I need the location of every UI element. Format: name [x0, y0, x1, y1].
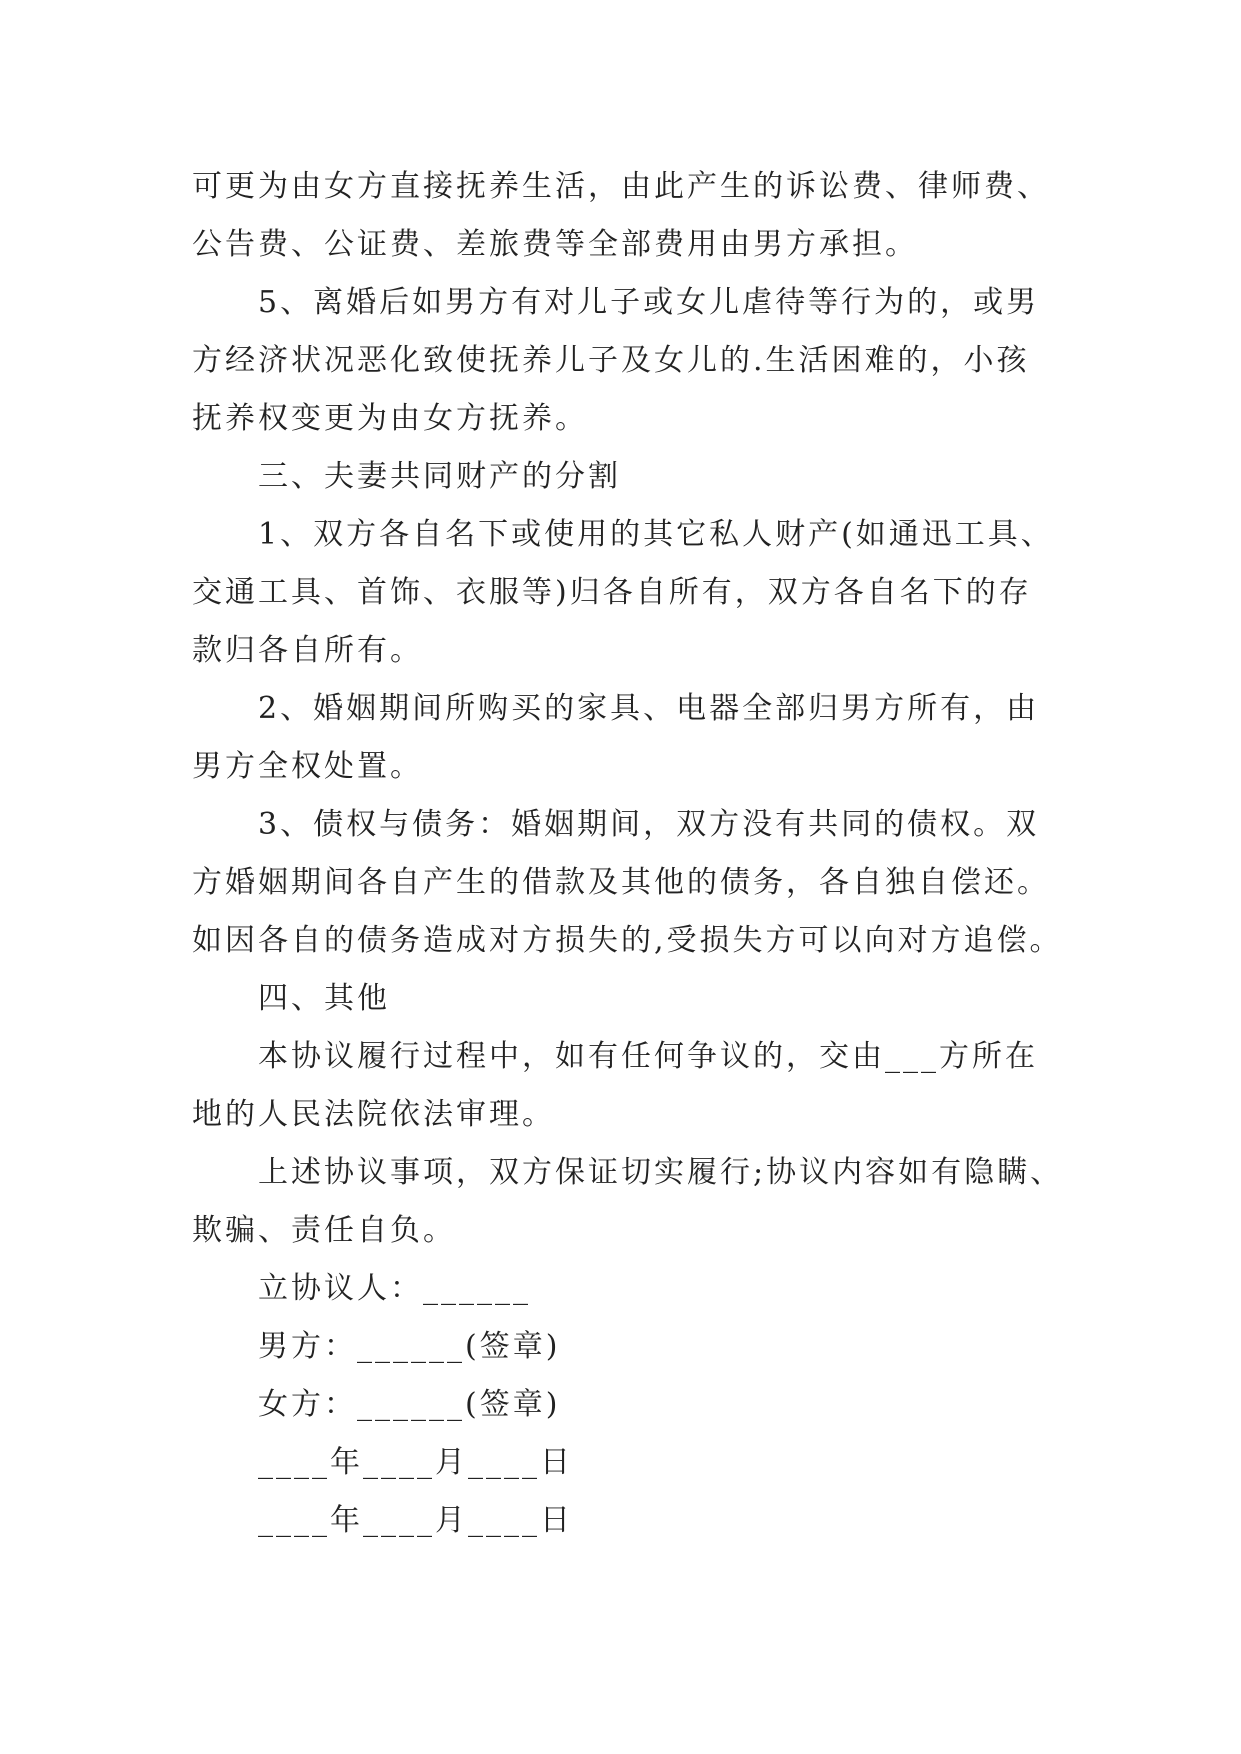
paragraph-line: 交通工具、首饰、衣服等)归各自所有，双方各自名下的存: [192, 575, 1032, 610]
section-heading: 四、其他: [258, 981, 390, 1016]
paragraph-line: 方经济状况恶化致使抚养儿子及女儿的.生活困难的，小孩: [192, 343, 1030, 378]
paragraph-line: 欺骗、责任自负。: [192, 1213, 456, 1248]
signatory-line: 立协议人：______: [258, 1271, 531, 1306]
date-line: ____年____月____日: [258, 1503, 573, 1538]
document-body: [192, 158, 1072, 1550]
male-signature-line: 男方：______(签章): [258, 1329, 561, 1364]
paragraph-line: 3、债权与债务：婚姻期间，双方没有共同的债权。双: [258, 807, 1040, 842]
paragraph-line: 5、离婚后如男方有对儿子或女儿虐待等行为的，或男: [258, 285, 1040, 320]
paragraph-line: 抚养权变更为由女方抚养。: [192, 401, 588, 436]
paragraph-line: 1、双方各自名下或使用的其它私人财产(如通迅工具、: [258, 517, 1054, 552]
paragraph-line: 男方全权处置。: [192, 749, 423, 784]
paragraph-line: 方婚姻期间各自产生的借款及其他的债务，各自独自偿还。: [192, 865, 1050, 900]
paragraph-line: 可更为由女方直接抚养生活，由此产生的诉讼费、律师费、: [192, 169, 1050, 204]
paragraph-line: 上述协议事项，双方保证切实履行;协议内容如有隐瞒、: [258, 1155, 1064, 1190]
female-signature-line: 女方：______(签章): [258, 1387, 561, 1422]
paragraph-line: 2、婚姻期间所购买的家具、电器全部归男方所有，由: [258, 691, 1040, 726]
date-line: ____年____月____日: [258, 1445, 573, 1480]
paragraph-line: 如因各自的债务造成对方损失的,受损失方可以向对方追偿。: [192, 923, 1063, 958]
paragraph-line: 本协议履行过程中，如有任何争议的，交由___方所在: [258, 1039, 1038, 1074]
section-heading: 三、夫妻共同财产的分割: [258, 459, 621, 494]
paragraph-line: 公告费、公证费、差旅费等全部费用由男方承担。: [192, 227, 918, 262]
paragraph-line: 地的人民法院依法审理。: [192, 1097, 555, 1132]
paragraph-line: 款归各自所有。: [192, 633, 423, 668]
